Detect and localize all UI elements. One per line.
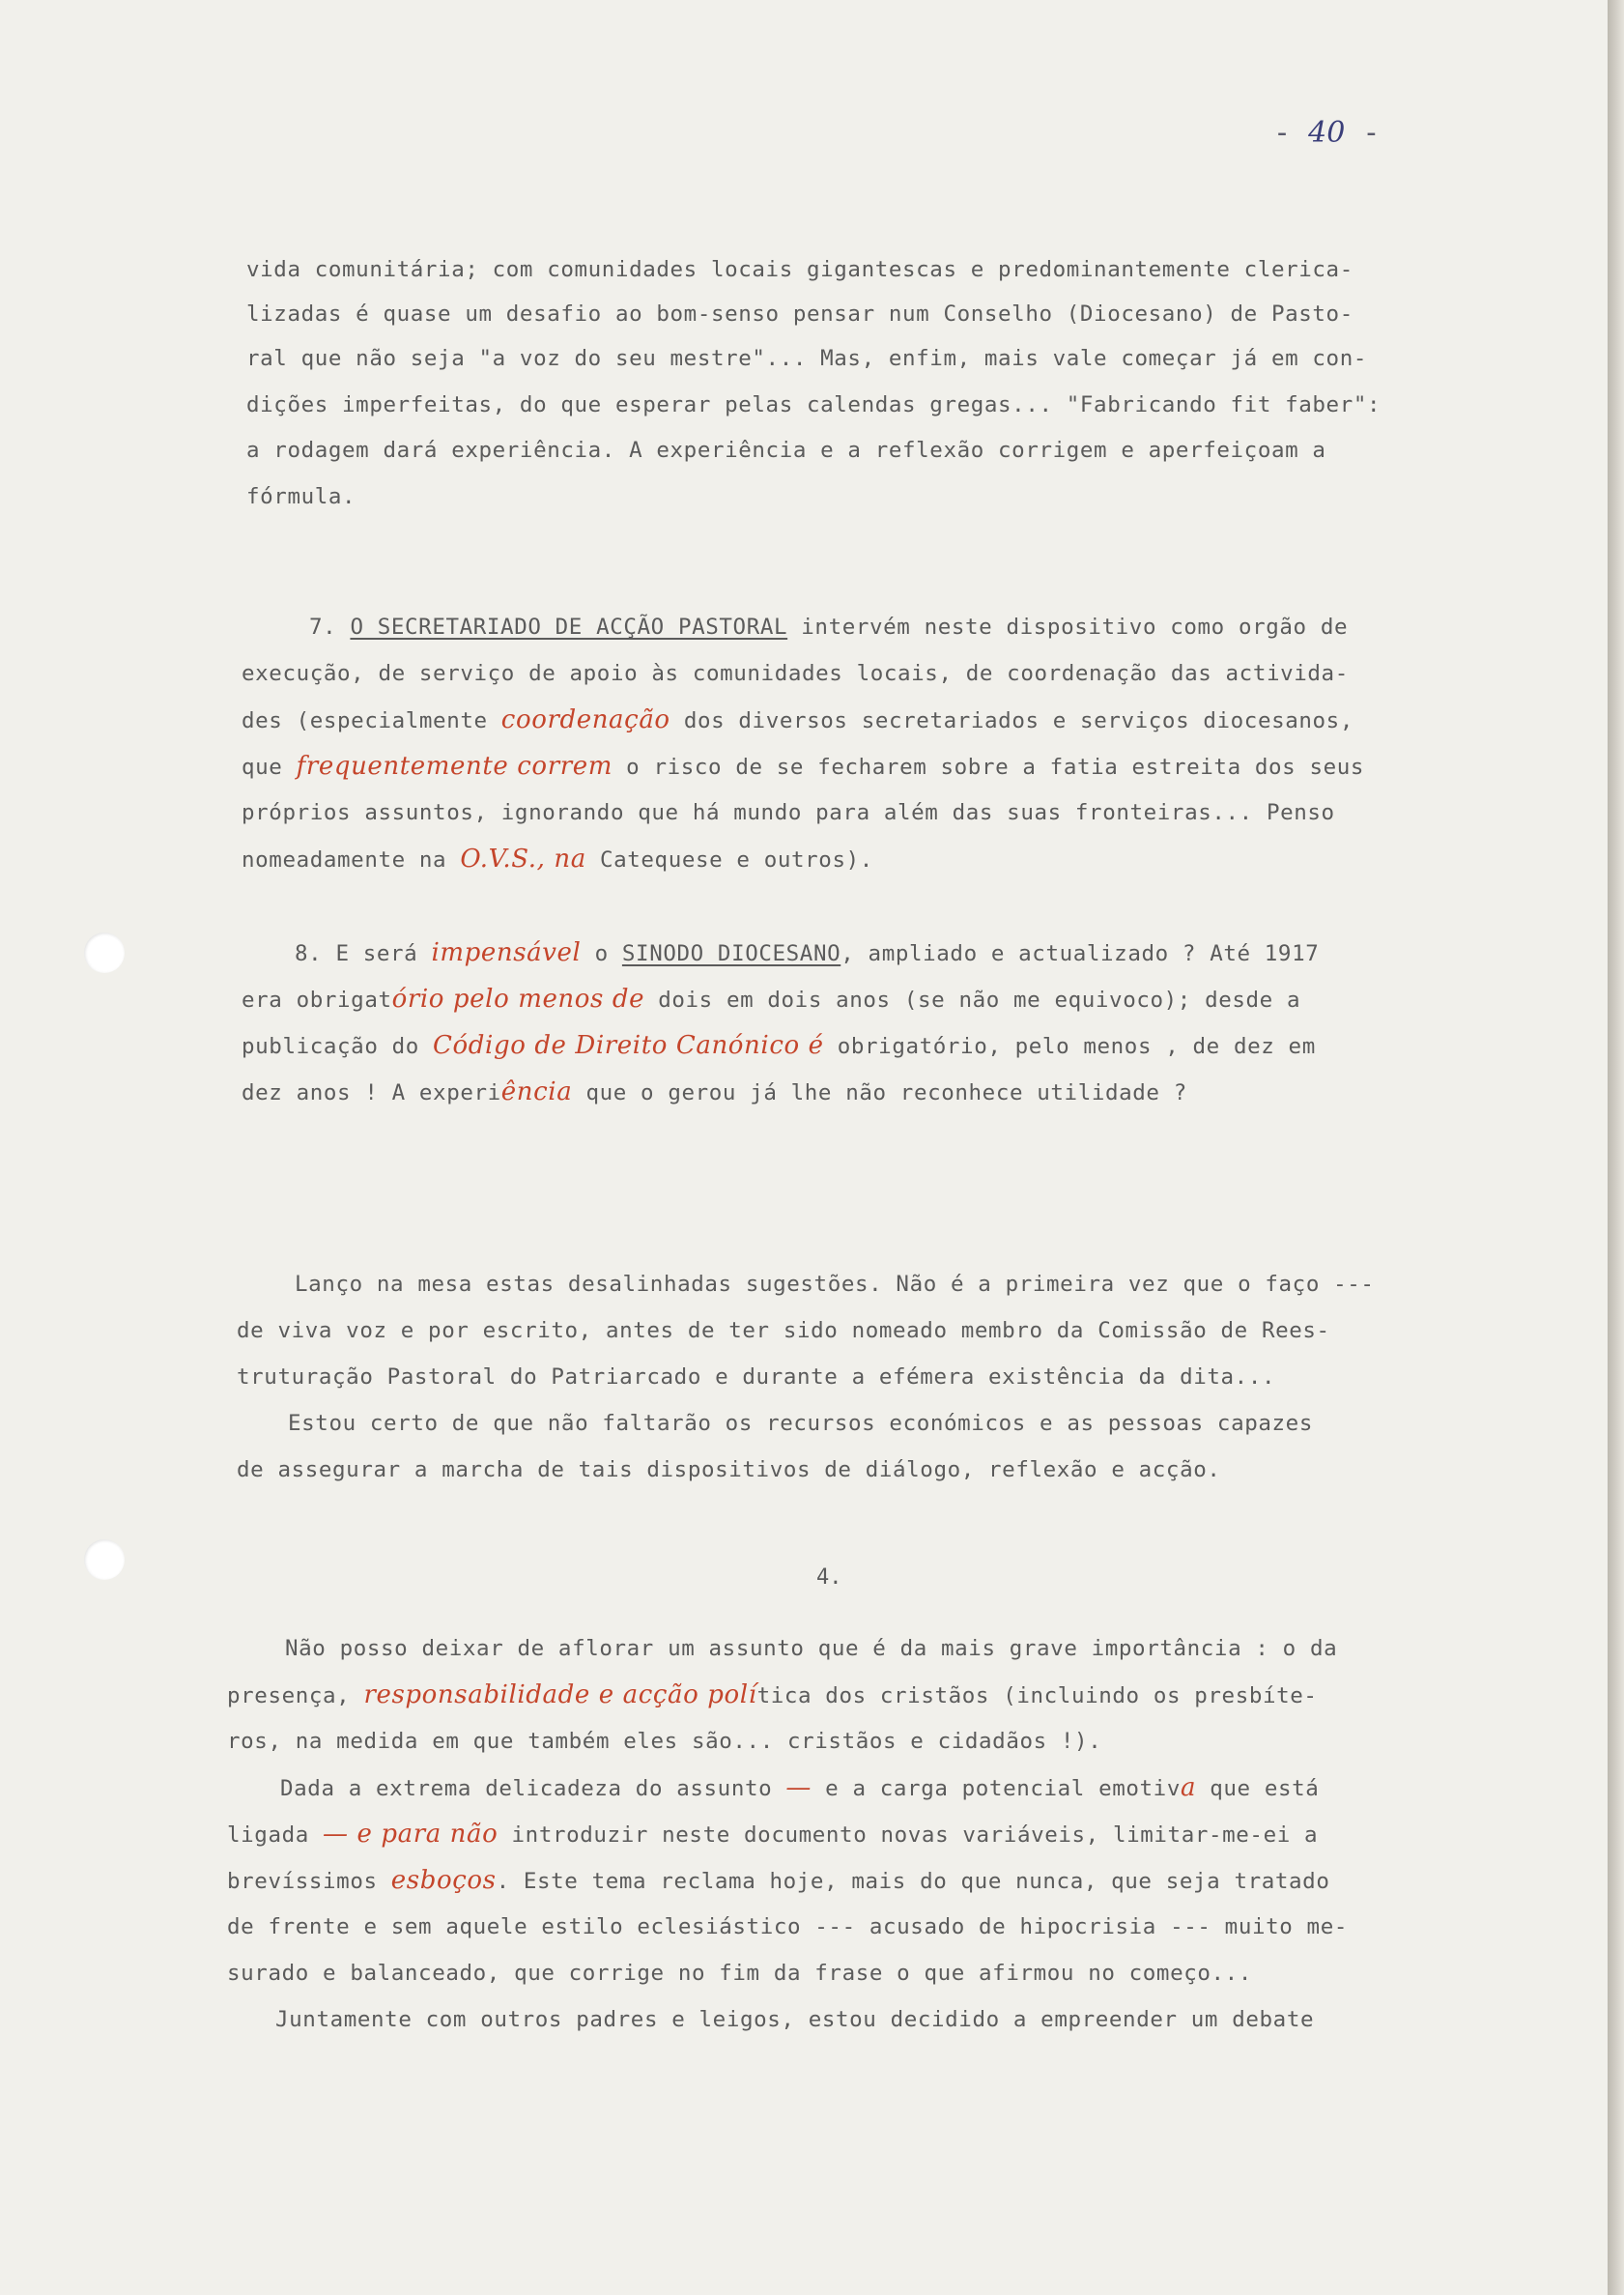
text-line <box>242 753 1364 781</box>
text-line <box>227 1728 1101 1755</box>
typed-text: de assegurar a marcha de tais dispositivos de diálogo, reflexão e acção. <box>237 1457 1221 1482</box>
typed-text: dições imperfeitas, do que esperar pelas calendas gregas... "Fabricando fit faber": <box>246 392 1382 417</box>
typed-text: o <box>581 941 622 966</box>
text-line <box>280 1774 1319 1802</box>
handwritten-correction: frequentemente correm <box>296 752 613 781</box>
handwritten-correction: coordenação <box>500 705 670 734</box>
typed-text: ligada <box>227 1822 324 1848</box>
typed-text: 8. E será <box>295 941 432 966</box>
typed-text: próprios assuntos, ignorando que há mundo para além das suas fronteiras... Penso <box>242 800 1335 825</box>
typed-text: des (especialmente <box>242 708 501 733</box>
handwritten-correction: esboços <box>390 1866 497 1895</box>
section-number: 4. <box>816 1565 842 1590</box>
typed-text: intervém neste dispositivo como orgão de <box>787 615 1349 640</box>
typed-text: lizadas é quase um desafio ao bom-senso pensar num Conselho (Diocesano) de Pasto- <box>246 301 1353 327</box>
typed-text: tica dos cristãos (incluindo os presbíte- <box>756 1683 1318 1708</box>
punch-hole <box>84 1539 125 1580</box>
punch-hole <box>84 932 125 973</box>
handwritten-correction: a <box>1180 1773 1197 1802</box>
typed-text: dos diversos secretariados e serviços diocesanos, <box>670 708 1353 733</box>
text-line <box>242 1032 1316 1060</box>
text-line <box>227 1960 1252 1987</box>
typed-text: o risco de se fecharem sobre a fatia estreita dos seus <box>613 755 1365 780</box>
typed-text: a rodagem dará experiência. A experiência e a reflexão corrigem e aperfeiçoam a <box>246 438 1326 463</box>
handwritten-correction: impensável <box>431 938 582 967</box>
text-line <box>227 1821 1318 1849</box>
text-line <box>237 1456 1221 1483</box>
typed-text: publicação do <box>242 1034 434 1059</box>
typed-text: Estou certo de que não faltarão os recursos económicos e as pessoas capazes <box>288 1411 1313 1436</box>
typed-text: Não posso deixar de aflorar um assunto que é da mais grave importância : o da <box>285 1636 1338 1661</box>
text-line <box>237 1317 1330 1344</box>
text-line <box>242 846 873 874</box>
typed-text: dez anos ! A experi <box>242 1080 501 1105</box>
text-line <box>285 1635 1337 1662</box>
typed-text: ros, na medida em que também eles são... cristãos e cidadãos !). <box>227 1729 1102 1754</box>
typed-text: e a carga potencial emotiv <box>812 1776 1181 1801</box>
typed-text: truturação Pastoral do Patriarcado e durante a efémera existência da dita... <box>237 1364 1276 1390</box>
typed-text: vida comunitária; com comunidades locais gigantescas e predominantemente clerica- <box>246 257 1353 282</box>
typed-text: que <box>242 755 297 780</box>
text-line <box>309 614 1348 641</box>
typed-text: , ampliado e actualizado ? Até 1917 <box>840 941 1320 966</box>
text-line <box>246 391 1381 418</box>
text-line <box>227 1681 1318 1709</box>
typed-text: de frente e sem aquele estilo eclesiástico --- acusado de hipocrisia --- muito me- <box>227 1914 1348 1939</box>
typed-text: dois em dois anos (se não me equivoco); desde a <box>644 988 1301 1013</box>
text-line <box>242 986 1300 1014</box>
text-line <box>288 1410 1313 1437</box>
text-line <box>227 1867 1329 1895</box>
handwritten-correction: — e para não <box>323 1820 499 1849</box>
handwritten-correction: ório pelo menos de <box>391 985 645 1014</box>
text-line <box>246 256 1353 283</box>
handwritten-correction: responsabilidade e acção polí <box>363 1680 757 1709</box>
typed-text: Catequese e outros). <box>585 847 873 873</box>
typed-text: fórmula. <box>246 484 356 509</box>
underlined-heading: SINODO DIOCESANO <box>621 941 841 966</box>
typed-text: Dada a extrema delicadeza do assunto <box>280 1776 786 1801</box>
text-line <box>242 1078 1187 1106</box>
text-line <box>246 345 1367 372</box>
typed-text: ral que não seja "a voz do seu mestre"... Mas, enfim, mais vale começar já em con- <box>246 346 1367 371</box>
text-line <box>237 1363 1275 1391</box>
page-number: - 40 - <box>1273 116 1381 150</box>
typed-text: brevíssimos <box>227 1869 391 1894</box>
handwritten-correction: — <box>785 1773 812 1802</box>
text-line <box>246 301 1353 328</box>
typed-text: . Este tema reclama hoje, mais do que nunca, que seja tratado <box>496 1869 1330 1894</box>
typed-text: era obrigat <box>242 988 392 1013</box>
typed-text: execução, de serviço de apoio às comunidades locais, de coordenação das activida- <box>242 661 1349 686</box>
typed-text: nomeadamente na <box>242 847 461 873</box>
text-line <box>242 660 1349 687</box>
text-line <box>295 939 1319 967</box>
typed-text: obrigatório, pelo menos , de dez em <box>823 1034 1316 1059</box>
underlined-heading: O SECRETARIADO DE ACÇÃO PASTORAL <box>350 615 788 640</box>
typed-text: de viva voz e por escrito, antes de ter sido nomeado membro da Comissão de Rees- <box>237 1318 1330 1343</box>
handwritten-correction: Código de Direito Canónico é <box>433 1031 824 1060</box>
page-number-handwritten: 40 <box>1308 116 1346 150</box>
typed-text: que o gerou já lhe não reconhece utilidade ? <box>572 1080 1187 1105</box>
text-line <box>227 1913 1348 1940</box>
typed-text: 7. <box>309 615 351 640</box>
handwritten-correction: O.V.S., na <box>460 845 586 874</box>
text-line <box>275 2006 1314 2033</box>
typed-text: introduzir neste documento novas variáveis, limitar-me-ei a <box>498 1822 1319 1848</box>
text-line <box>246 483 356 510</box>
typed-text: Juntamente com outros padres e leigos, estou decidido a empreender um debate <box>275 2007 1315 2032</box>
text-line <box>242 706 1353 734</box>
typed-text: Lanço na mesa estas desalinhadas sugestões. Não é a primeira vez que o faço --- <box>295 1272 1375 1297</box>
text-line <box>242 799 1335 826</box>
text-line <box>246 437 1326 464</box>
typed-text: que está <box>1196 1776 1320 1801</box>
text-line <box>295 1271 1375 1298</box>
handwritten-correction: ência <box>500 1077 573 1106</box>
page-edge <box>1608 0 1624 2295</box>
typed-text: presença, <box>227 1683 364 1708</box>
typed-text: surado e balanceado, que corrige no fim da frase o que afirmou no começo... <box>227 1961 1252 1986</box>
